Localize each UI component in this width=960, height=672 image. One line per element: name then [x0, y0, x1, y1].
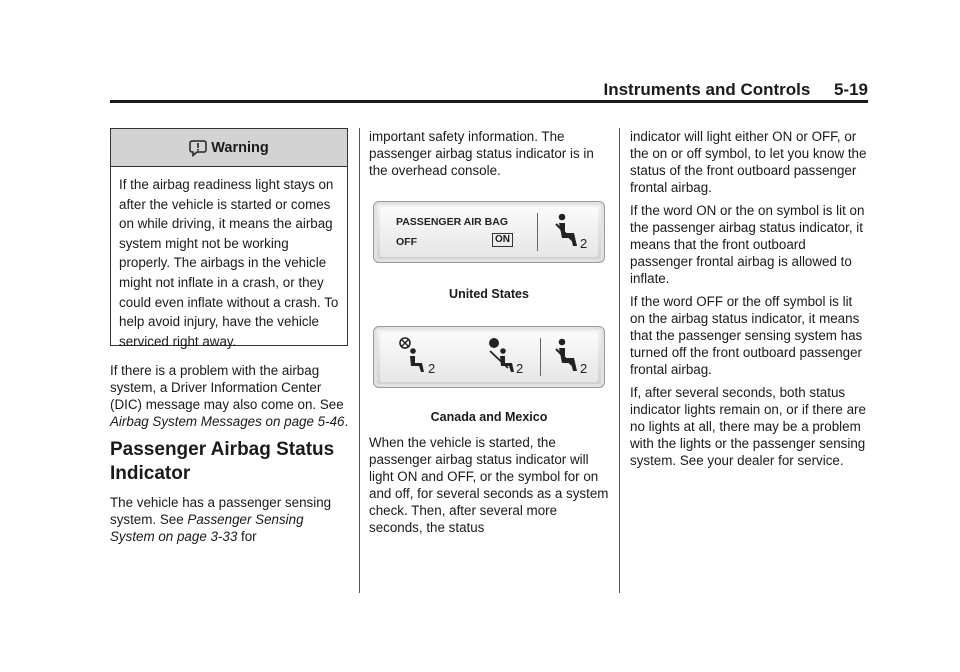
column-1 — [110, 362, 350, 551]
panel-off-label: OFF — [396, 236, 417, 248]
col2-paragraph-1: important safety information. The passenger airbag status indicator is in the overhead console. — [369, 129, 594, 178]
cross-reference-link[interactable]: Airbag System Messages on page 5-46 — [110, 414, 345, 429]
col2-paragraph-2: When the vehicle is started, the passenger airbag status indicator will light ON and OFF, or the symbol for on and off, for several seconds as a system check. Then, after several more seconds, the status — [369, 435, 609, 535]
col3-paragraph-2: If the word ON or the on symbol is lit on the passenger airbag status indicator, it means that the front outboard passenger frontal airbag is allowed to inflate. — [630, 203, 865, 286]
col1-p1-text: If there is a problem with the airbag system, a Driver Information Center (DIC) message may also come on. See — [110, 363, 344, 412]
warning-speech-icon — [189, 139, 207, 157]
column-2-intro — [369, 128, 609, 185]
col1-paragraph-2 — [110, 494, 350, 545]
panel-number-3: 2 — [580, 361, 588, 376]
column-2-body — [369, 434, 609, 542]
col1-p2-text: The vehicle has a passenger sensing system. See — [110, 495, 332, 527]
column-divider-1 — [359, 128, 360, 593]
seated-passenger-icon — [552, 212, 580, 250]
panel-on-label: ON — [492, 233, 513, 247]
section-title: Passenger Airbag Status Indicator — [110, 439, 335, 484]
warning-title: Warning — [211, 139, 269, 156]
seated-passenger-icon — [552, 337, 580, 375]
col1-p2-end: for — [237, 529, 257, 544]
panel-separator — [540, 338, 541, 376]
indicator-panel-us — [373, 201, 605, 263]
panel-separator — [537, 213, 538, 251]
airbag-off-icon — [396, 337, 430, 375]
warning-header — [111, 129, 347, 167]
caption-us: United States — [449, 287, 529, 301]
warning-text: If the airbag readiness light stays on after the vehicle is started or comes on while driving, it means the airbag system might not be working properly. The airbags in the vehicle might not inflate in a crash, or they could even inflate without a crash. To help avoid injury, have the vehicle serviced right away. — [119, 177, 339, 349]
airbag-on-icon — [486, 337, 520, 375]
header-rule — [110, 100, 868, 103]
panel-label: PASSENGER AIR BAG — [396, 216, 509, 228]
panel-number: 2 — [580, 236, 588, 251]
indicator-panel-canada — [373, 326, 605, 388]
col3-paragraph-3: If the word OFF or the off symbol is lit on the airbag status indicator, it means that the passenger sensing system has turned off the front outboard passenger frontal airbag. — [630, 294, 863, 377]
col1-paragraph-1 — [110, 362, 350, 430]
column-3 — [630, 128, 870, 475]
col3-paragraph-4: If, after several seconds, both status indicator lights remain on, or if there are no lights at all, there may be a problem with the lights or the passenger sensing system. See your dealer for service. — [630, 385, 866, 468]
page-title: Instruments and Controls 5-19 — [603, 80, 868, 99]
warning-box — [110, 128, 348, 349]
caption-canada: Canada and Mexico — [430, 410, 548, 424]
cross-reference-link[interactable]: Passenger Sensing System on page 3-33 — [110, 512, 304, 544]
col1-p1-end: . — [344, 414, 349, 429]
panel-number-2: 2 — [516, 361, 524, 376]
column-divider-2 — [619, 128, 620, 593]
panel-number-1: 2 — [428, 361, 436, 376]
col3-paragraph-1: indicator will light either ON or OFF, or the on or off symbol, to let you know the status of the front outboard passenger frontal airbag. — [630, 129, 867, 195]
